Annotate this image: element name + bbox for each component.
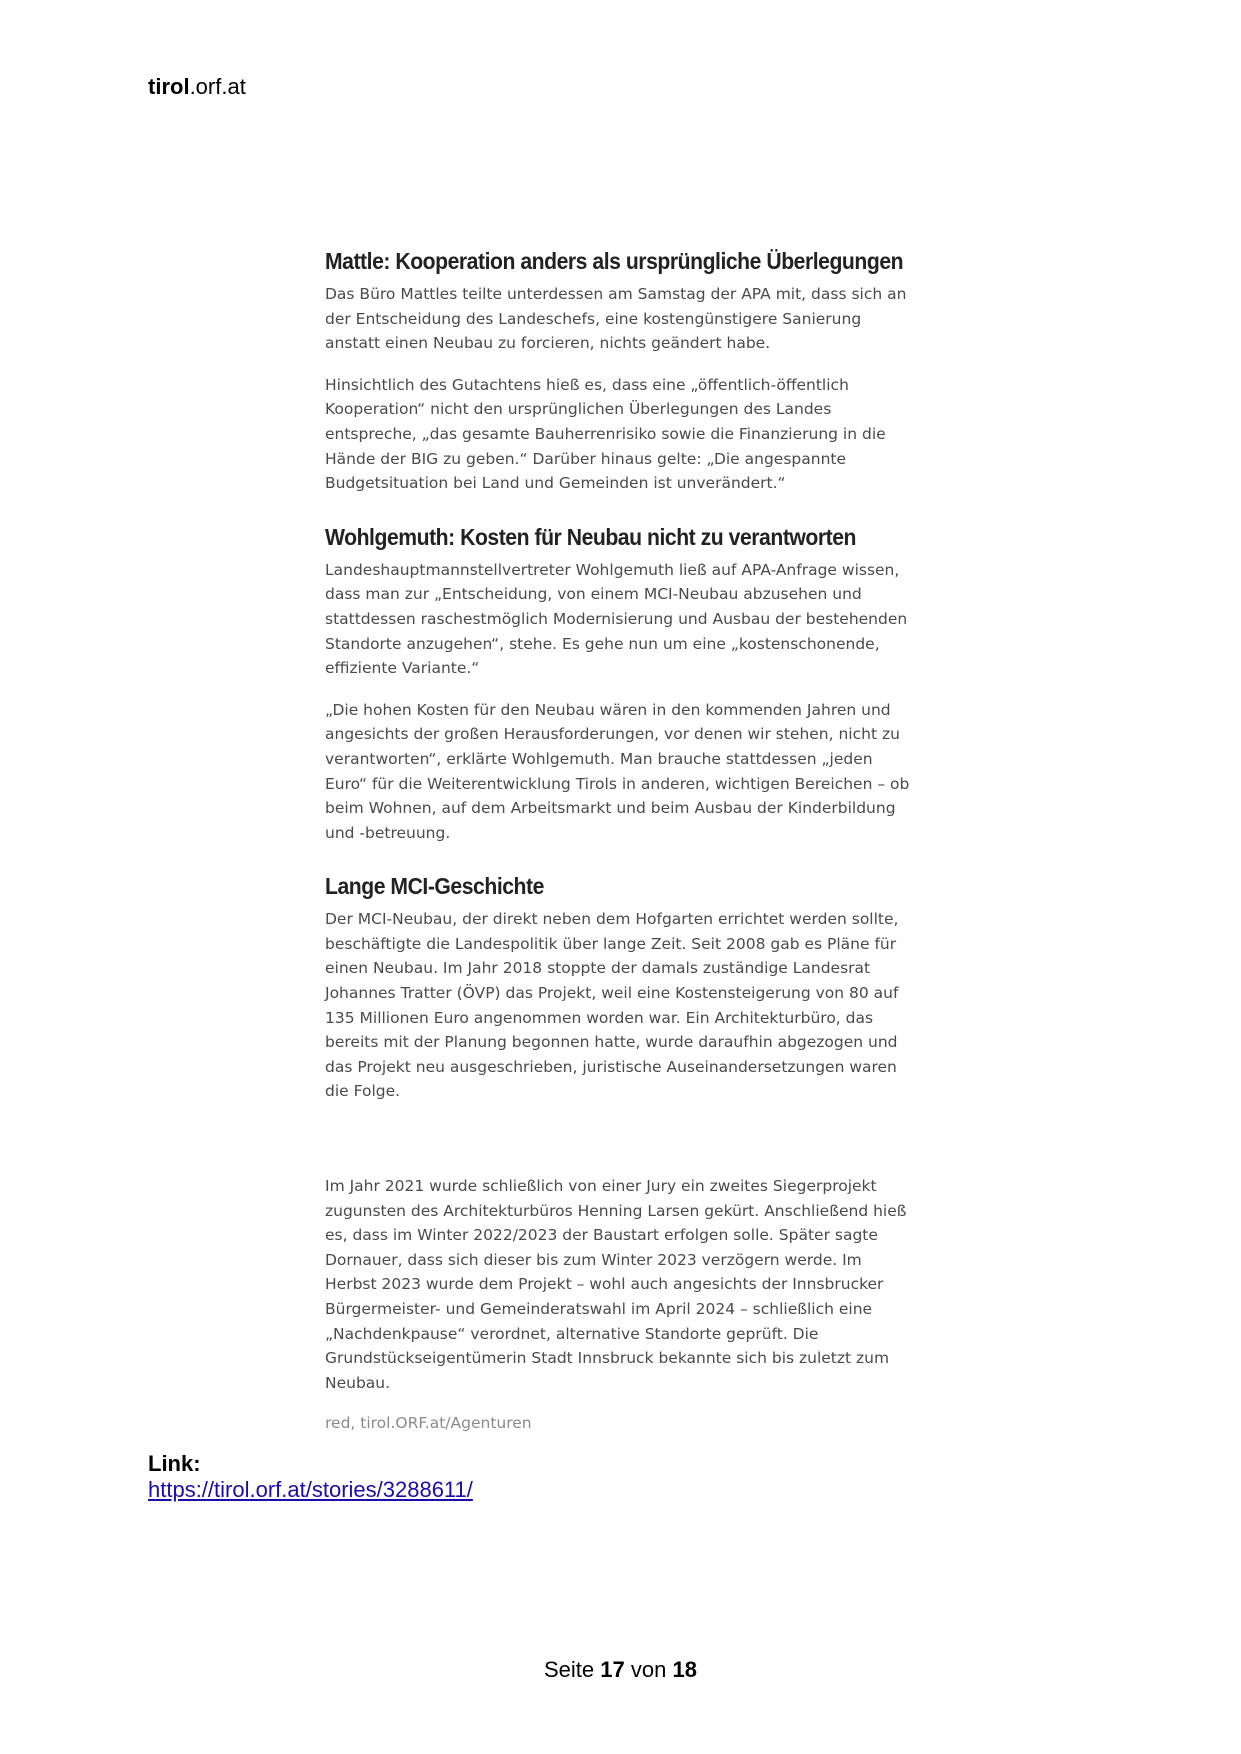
section-heading-mci-geschichte: Lange MCI-Geschichte (325, 873, 544, 900)
section-heading-mattle: Mattle: Kooperation anders als ursprüngliche Überlegungen (325, 248, 904, 274)
paragraph: Landeshauptmannstellvertreter Wohlgemuth ließ auf APA-Anfrage wissen, dass man zur „Entscheidung, von einem MCI-Neubau abzusehen und stattdessen raschestmöglich Modernisierung und Ausbau der bestehenden Standorte anzugehen“, stehe. Es gehe nun um eine „kostenschonende, effiziente Variante.“ (325, 560, 908, 678)
paragraph: Das Büro Mattles teilte unterdessen am Samstag der APA mit, dass sich an der Entscheidung des Landeschefs, eine kostengünstigere Sanierung anstatt einen Neubau zu forcieren, nichts geändert habe. (325, 285, 907, 353)
article (325, 246, 915, 1435)
paragraph: Im Jahr 2021 wurde schließlich von einer Jury ein zweites Siegerprojekt zugunsten des Architekturbüros Henning Larsen gekürt. Anschließend hieß es, dass im Winter 2022/2023 der Baustart erfolgen solle. Später sagte Dornauer, dass sich dieser bis zum Winter 2023 verzögern werde. Im Herbst 2023 wurde dem Projekt – wohl auch angesichts der Innsbrucker Bürgermeister- und Gemeinderatswahl im April 2024 – schließlich eine „Nachdenkpause“ verordnet, alternative Standorte geprüft. Die Grundstückseigentümerin Stadt Innsbruck bekannte sich bis zuletzt zum Neubau. (325, 1177, 907, 1392)
paragraph: Der MCI-Neubau, der direkt neben dem Hofgarten errichtet werden sollte, beschäftigte die Landespolitik über lange Zeit. Seit 2008 gab es Pläne für einen Neubau. Im Jahr 2018 stoppte der damals zuständige Landesrat Johannes Tratter (ÖVP) das Projekt, weil eine Kostensteigerung von 80 auf 135 Millionen Euro angenommen worden war. Ein Architekturbüro, das bereits mit der Planung begonnen hatte, wurde daraufhin abgezogen und das Projekt neu ausgeschrieben, juristische Auseinandersetzungen waren die Folge. (325, 910, 899, 1101)
site-name-rest: .orf.at (189, 74, 246, 99)
current-page: 17 (600, 1657, 625, 1682)
site-name (148, 74, 246, 100)
paragraph: „Die hohen Kosten für den Neubau wären in den kommenden Jahren und angesichts der großen Herausforderungen, vor denen wir stehen, nicht zu verantworten“, erklärte Wohlgemuth. Man brauche stattdessen „jeden Euro“ für die Weiterentwicklung Tirols in anderen, wichtigen Bereichen – ob beim Wohnen, auf dem Arbeitsmarkt und beim Ausbau der Kinderbildung und -betreuung. (325, 700, 910, 842)
page-middle: von (630, 1657, 667, 1682)
site-name-bold: tirol (148, 74, 190, 99)
total-pages: 18 (672, 1657, 697, 1682)
page-prefix: Seite (544, 1657, 595, 1682)
page-number (0, 1657, 1241, 1683)
link-label: Link: (148, 1451, 201, 1476)
section-heading-wohlgemuth: Wohlgemuth: Kosten für Neubau nicht zu verantworten (325, 523, 857, 550)
article-credit: red, tirol.ORF.at/Agenturen (325, 1414, 532, 1433)
paragraph: Hinsichtlich des Gutachtens hieß es, dass eine „öffentlich-öffentlich Kooperation“ nicht den ursprünglichen Überlegungen des Landes entspreche, „das gesamte Bauherrenrisiko sowie die Finanzierung in die Hände der BIG zu geben.“ Darüber hinaus gelte: „Die angespannte Budgetsituation bei Land und Gemeinden ist unverändert.“ (325, 375, 886, 493)
source-link[interactable]: https://tirol.orf.at/stories/3288611/ (148, 1477, 473, 1502)
